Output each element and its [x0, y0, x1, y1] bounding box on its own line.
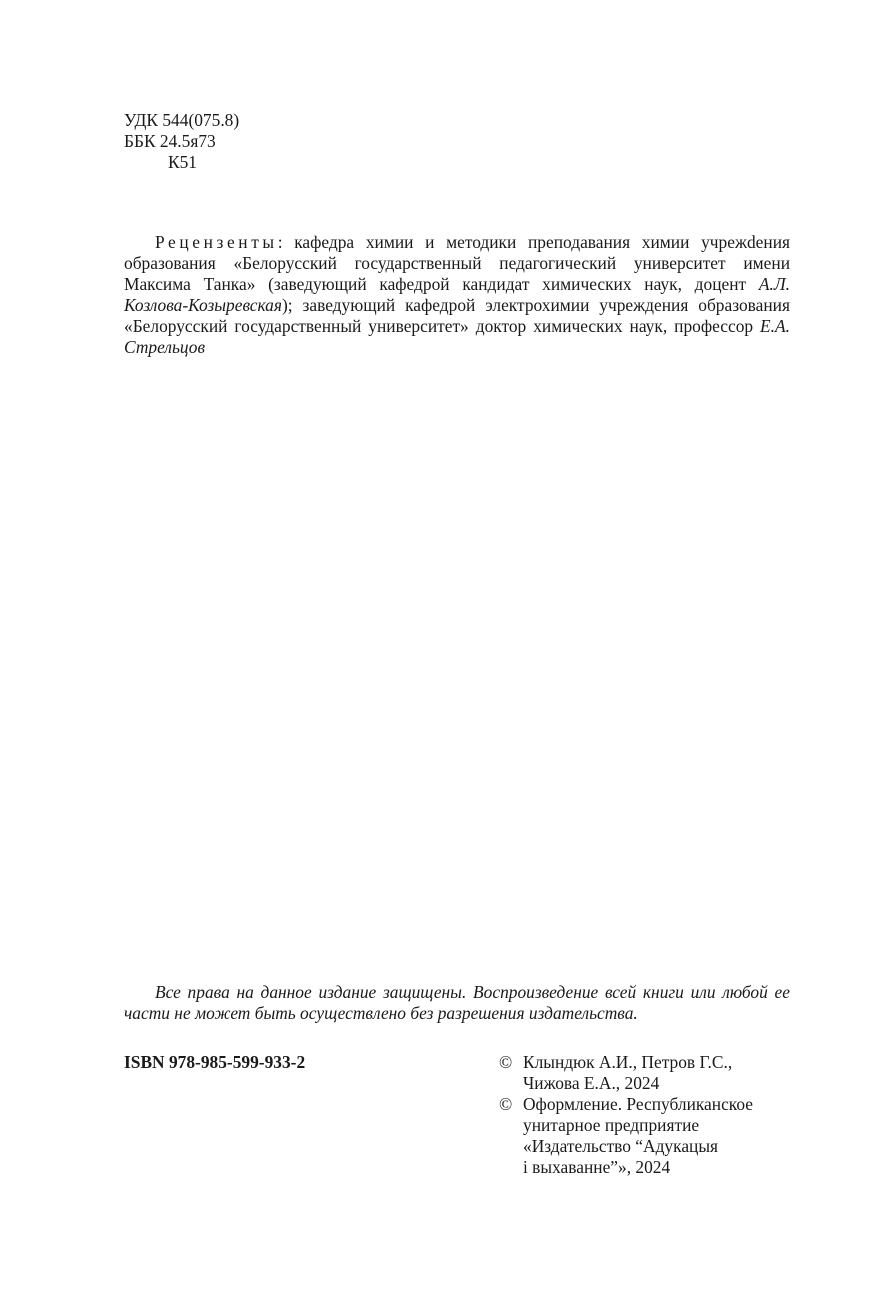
udk-code: УДК 544(075.8): [124, 110, 240, 130]
reviewer-1-name: А.Л. Козлова-Козыревская: [124, 274, 790, 315]
copyright-design-line-2: унитарное предприятие: [523, 1115, 700, 1135]
copyright-authors: [499, 1052, 799, 1094]
copyright-symbol: ©: [499, 1052, 513, 1072]
copyright-design-line-1: Оформление. Республиканское: [523, 1094, 753, 1114]
reviewers-text-2: ); заведующий кафедрой электрохимии учреждения образования «Белорусский государственный университет» доктор химических наук, профессор: [124, 295, 790, 336]
classification-codes: [124, 110, 239, 173]
copyright-design: [499, 1094, 799, 1178]
reviewers-text-1: : кафедра химии и методики преподавания химии учрежdения образования «Белорусский государственный педагогический университет имени Максима Танка» (заведующий кафедрой кандидат химических наук, доцент: [124, 232, 790, 294]
reviewers-label: Рецензенты: [155, 232, 278, 252]
reviewers-paragraph: [124, 232, 790, 358]
author-mark: К51: [168, 152, 197, 172]
copyright-design-line-4: і выхаванне”», 2024: [523, 1157, 671, 1177]
copyright-symbol: ©: [499, 1094, 513, 1114]
copyright-authors-line-2: Чижова Е.А., 2024: [523, 1073, 660, 1093]
isbn: ISBN 978-985-599-933-2: [124, 1052, 306, 1072]
reviewer-2-name: Е.А. Стрельцов: [124, 316, 790, 357]
copyright-authors-line-1: Клындюк А.И., Петров Г.С.,: [523, 1052, 733, 1072]
copyright-block: [499, 1052, 799, 1178]
bbk-code: ББК 24.5я73: [124, 131, 216, 151]
copyright-design-line-3: «Издательство “Адукацыя: [523, 1136, 719, 1156]
rights-notice: Все права на данное издание защищены. Воспроизведение всей книги или любой ее части не может быть осуществлено без разрешения издательства.: [124, 982, 790, 1023]
